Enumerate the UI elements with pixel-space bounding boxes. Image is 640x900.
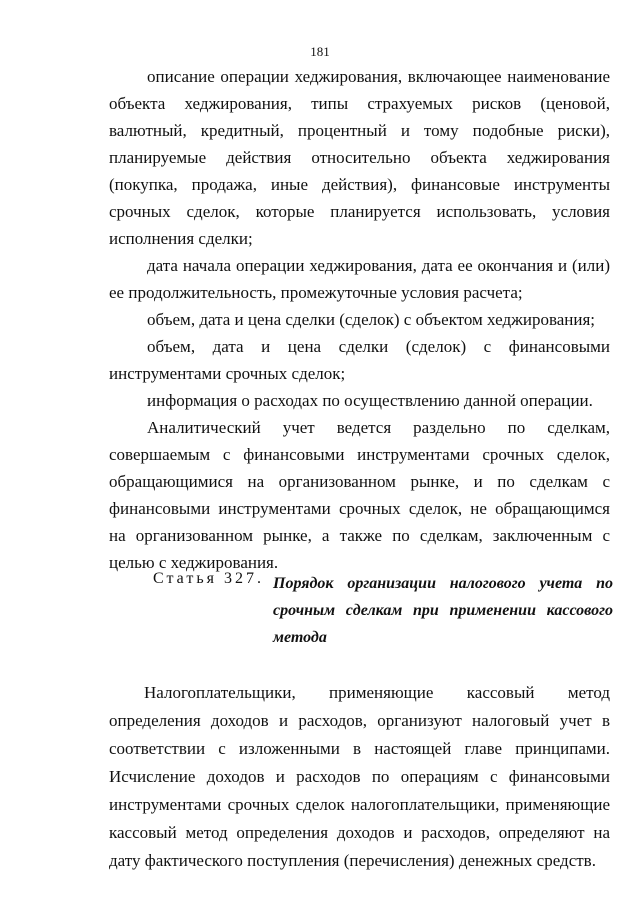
paragraph-hedging-dates: дата начала операции хеджирования, дата ее окончания и (или) ее продолжительность, промежуточные условия расчета;	[109, 256, 610, 302]
paragraph-hedging-volume: объем, дата и цена сделки (сделок) с объектом хеджирования;	[147, 310, 596, 329]
body-text-bottom	[109, 679, 610, 875]
paragraph-analytical-accounting: Аналитический учет ведется раздельно по сделкам, совершаемым с финансовыми инструментами срочных сделок, обращающимися на организованном рынке, и по сделкам с финансовыми инструментами срочных сделок, не обращающимся на организованном рынке, а также по сделкам, заключенным с целью с хеджирования.	[109, 418, 610, 572]
paragraph-cash-method: Налогоплательщики, применяющие кассовый метод определения доходов и расходов, организуют налоговый учет в соответствии с изложенными в настоящей главе принципами. Исчисление доходов и расходов по операциям с финансовыми инструментами срочных сделок налогоплательщики, применяющие кассовый метод определения доходов и расходов, определяют на дату фактического поступления (перечисления) денежных средств.	[109, 683, 610, 870]
paragraph-hedging-description: описание операции хеджирования, включающее наименование объекта хеджирования, типы страхуемых рисков (ценовой, валютный, кредитный, процентный и тому подобные риски), планируемые действия относительно объекта хеджирования (покупка, продажа, иные действия), финансовые инструменты срочных сделок, которые планируется использовать, условия исполнения сделки;	[109, 67, 610, 248]
paragraph-derivatives-volume: объем, дата и цена сделки (сделок) с финансовыми инструментами срочных сделок;	[109, 337, 610, 383]
article-title: Порядок организации налогового учета по срочным сделкам при применении кассового метода	[273, 575, 613, 646]
body-text-top	[109, 63, 610, 576]
paragraph-expenses-info: информация о расходах по осуществлению данной операции.	[147, 391, 593, 410]
page-number: 181	[310, 44, 330, 59]
article-number: Статья 327.	[153, 570, 264, 587]
